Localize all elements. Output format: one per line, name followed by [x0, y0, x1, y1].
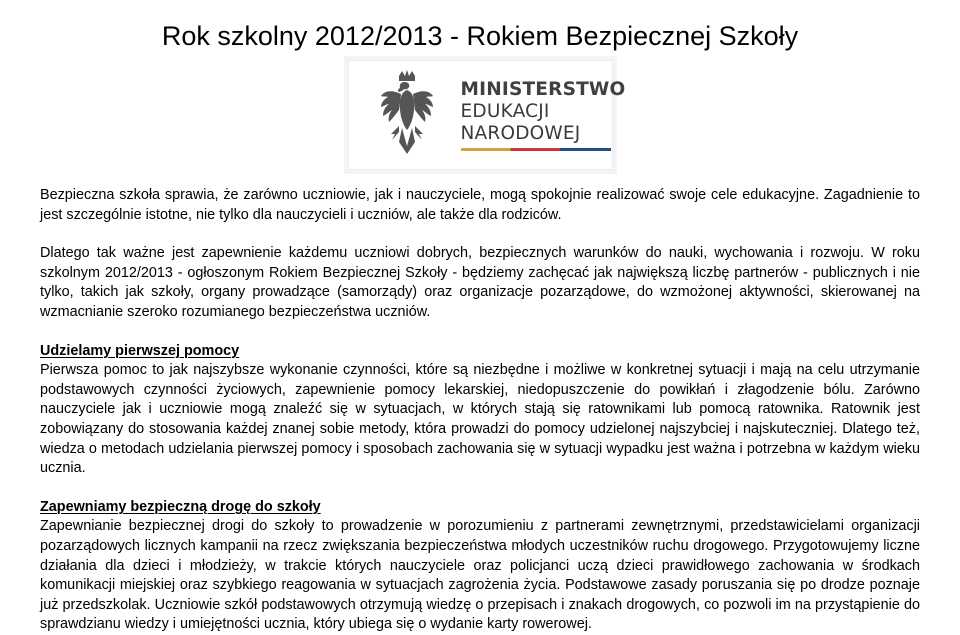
section-body-first-aid: Pierwsza pomoc to jak najszybsze wykonanie czynności, które są niezbędne i możliwe w konkretnej sytuacji i mają na celu utrzymanie podstawowych czynności życiowych, zapewnienie pomocy lekarskiej, niedopuszczenie do powikłań i złagodzenie bólu. Zarówno nauczyciele jak i uczniowie mogą znaleźć się w sytuacjach, w których stają się ratownikami lub pomocą ratownika. Ratownik jest zobowiązany do stosowania każdej znanej sobie metody, która prowadzi do pomocy udzielonej najszybciej i najskuteczniej. Dlatego też, wiedza o metodach udzielania pierwszej pomocy i sposobach zachowania się w sytuacji wypadku jest ważna i potrzebna w każdym wieku ucznia.	[40, 362, 920, 477]
logo-text	[461, 79, 626, 151]
article-body	[40, 186, 920, 635]
logo-line-ministerstwo: MINISTERSTWO	[460, 79, 626, 100]
intro-paragraph: Bezpieczna szkoła sprawia, że zarówno uczniowie, jak i nauczyciele, mogą spokojnie realizować swoje cele edukacyjne. Zagadnienie to jest szczególnie istotne, nie tylko dla nauczycieli i uczniów, ale także dla rodziców.	[40, 187, 920, 223]
context-paragraph: Dlatego tak ważne jest zapewnienie każdemu uczniowi dobrych, bezpiecznych warunków do nauki, wychowania i rozwoju. W roku szkolnym 2012/2013 - ogłoszonym Rokiem Bezpiecznej Szkoły - będziemy zachęcać jak największą liczbę partnerów - publicznych i nie tylko, takich jak szkoły, organy prowadzące (samorządy) oraz organizacje pozarządowe, do wzmożonej aktywności, skierowanej na wzmacnianie szeroko rozumianego bezpieczeństwa uczniów.	[40, 245, 920, 320]
section-heading-first-aid: Udzielamy pierwszej pomocy	[40, 342, 240, 359]
section-body-safe-route: Zapewnianie bezpiecznej drogi do szkoły to prowadzenie w porozumieniu z partnerami zewnętrznymi, przedstawicielami organizacji pozarządowych licznych kampanii na rzecz zwiększania bezpieczeństwa młodych uczestników ruchu drogowego. Przygotowujemy liczne działania dla dzieci i młodzieży, w trakcie których nauczyciele oraz policjanci uczą dzieci prawidłowego zachowania w środkach komunikacji miejskiej oraz szybkiego reagowania w sytuacjach zagrożenia życia. Podstawowe zasady poruszania się po drodze poznaje już przedszkolak. Uczniowie szkół podstawowych otrzymują wiedzę o przepisach i znakach drogowych, co pozwoli im na przystąpienie do sprawdzianu wiedzy i umiejętności ucznia, który ubiega się o wydanie karty rowerowej.	[40, 518, 920, 633]
eagle-emblem-icon	[379, 70, 435, 160]
page-title: Rok szkolny 2012/2013 - Rokiem Bezpiecznej Szkoły	[161, 21, 799, 51]
ministry-logo	[348, 60, 626, 170]
logo-line-narodowej: NARODOWEJ	[460, 123, 581, 144]
logo-container	[40, 60, 920, 170]
section-heading-safe-route: Zapewniamy bezpieczną drogę do szkoły	[40, 498, 321, 515]
logo-color-stripe	[461, 148, 611, 151]
logo-line-edukacji: EDUKACJI	[460, 101, 550, 122]
